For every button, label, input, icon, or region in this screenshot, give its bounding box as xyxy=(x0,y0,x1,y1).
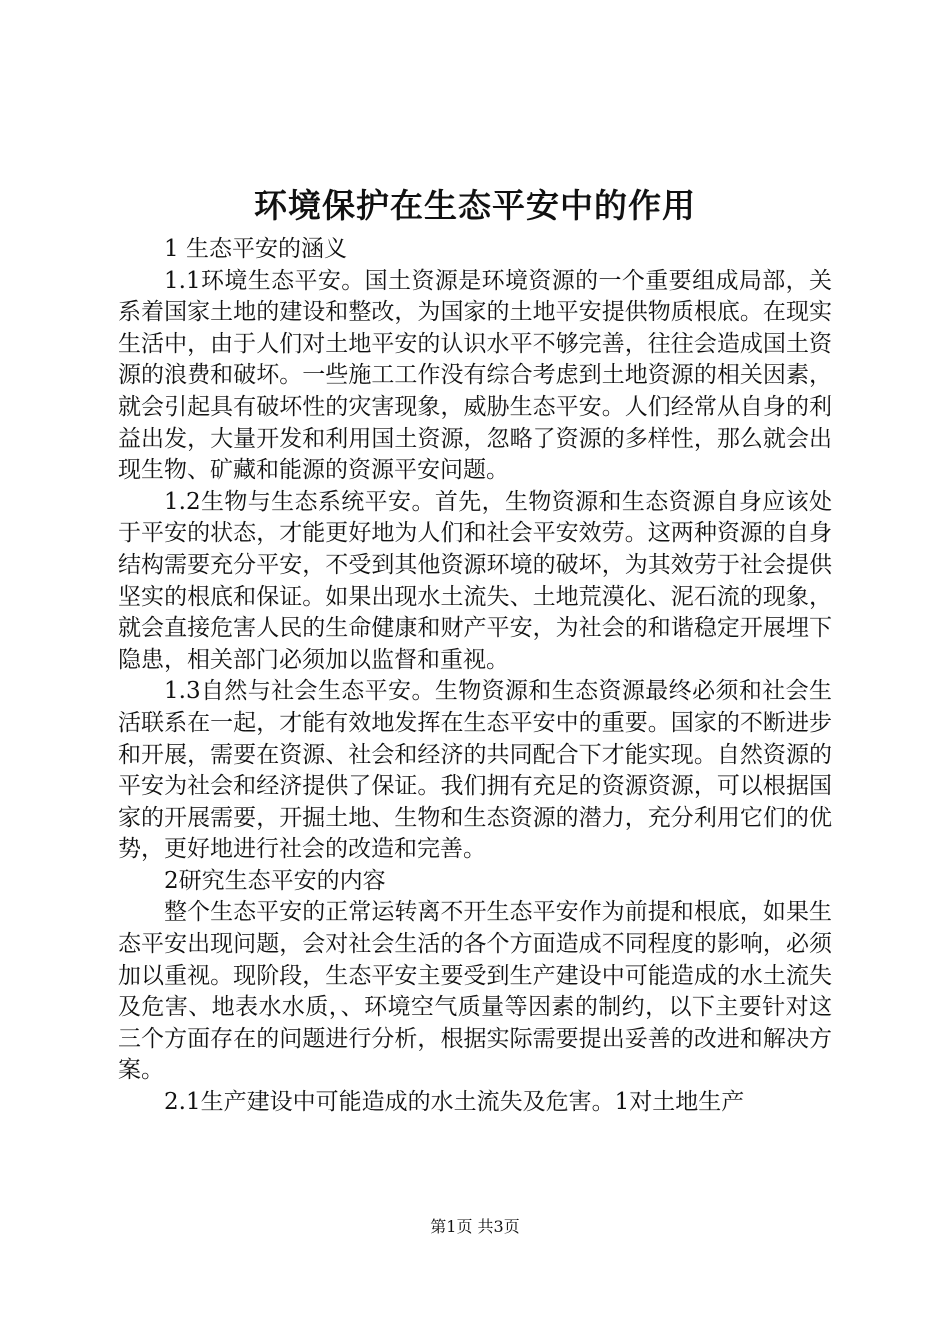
section-heading-2: 2研究生态平安的内容 xyxy=(164,867,386,894)
paragraph-1-2: 1.2生物与生态系统平安。首先，生物资源和生态资源自身应该处于平安的状态，才能更好地为人们和社会平安效劳。这两种资源的自身结构需要充分平安，不受到其他资源环境的破坏，为其效劳于社会提供坚实的根底和保证。如果出现水土流失、土地荒漠化、泥石流的现象，就会直接危害人民的生命健康和财产平安，为社会的和谐稳定开展埋下隐患，相关部门必须加以监督和重视。 xyxy=(118,488,832,673)
paragraph-1-1: 1.1环境生态平安。国土资源是环境资源的一个重要组成局部，关系着国家土地的建设和整改，为国家的土地平安提供物质根底。在现实生活中，由于人们对土地平安的认识水平不够完善，往往会造成国土资源的浪费和破坏。一些施工工作没有综合考虑到土地资源的相关因素，就会引起具有破坏性的灾害现象，威胁生态平安。人们经常从自身的利益出发，大量开发和利用国土资源，忽略了资源的多样性，那么就会出现生物、矿藏和能源的资源平安问题。 xyxy=(118,267,832,484)
document-title: 环境保护在生态平安中的作用 xyxy=(254,186,696,225)
paragraph-1-3: 1.3自然与社会生态平安。生物资源和生态资源最终必须和社会生活联系在一起，才能有效地发挥在生态平安中的重要。国家的不断进步和开展，需要在资源、社会和经济的共同配合下才能实现。自然资源的平安为社会和经济提供了保证。我们拥有充足的资源资源，可以根据国家的开展需要，开掘土地、生物和生态资源的潜力，充分利用它们的优势，更好地进行社会的改造和完善。 xyxy=(118,678,832,863)
paragraph-2-intro: 整个生态平安的正常运转离不开生态平安作为前提和根底，如果生态平安出现问题，会对社会生活的各个方面造成不同程度的影响，必须加以重视。现阶段，生态平安主要受到生产建设中可能造成的水土流失及危害、地表水水质，、环境空气质量等因素的制约，以下主要针对这三个方面存在的问题进行分析，根据实际需要提出妥善的改进和解决方案。 xyxy=(118,899,832,1084)
page-footer: 第1页 共3页 xyxy=(430,1217,520,1236)
section-heading-1: 1 生态平安的涵义 xyxy=(164,236,347,262)
paragraph-2-1: 2.1生产建设中可能造成的水土流失及危害。1对土地生产 xyxy=(164,1089,745,1116)
document-page xyxy=(118,178,832,1119)
